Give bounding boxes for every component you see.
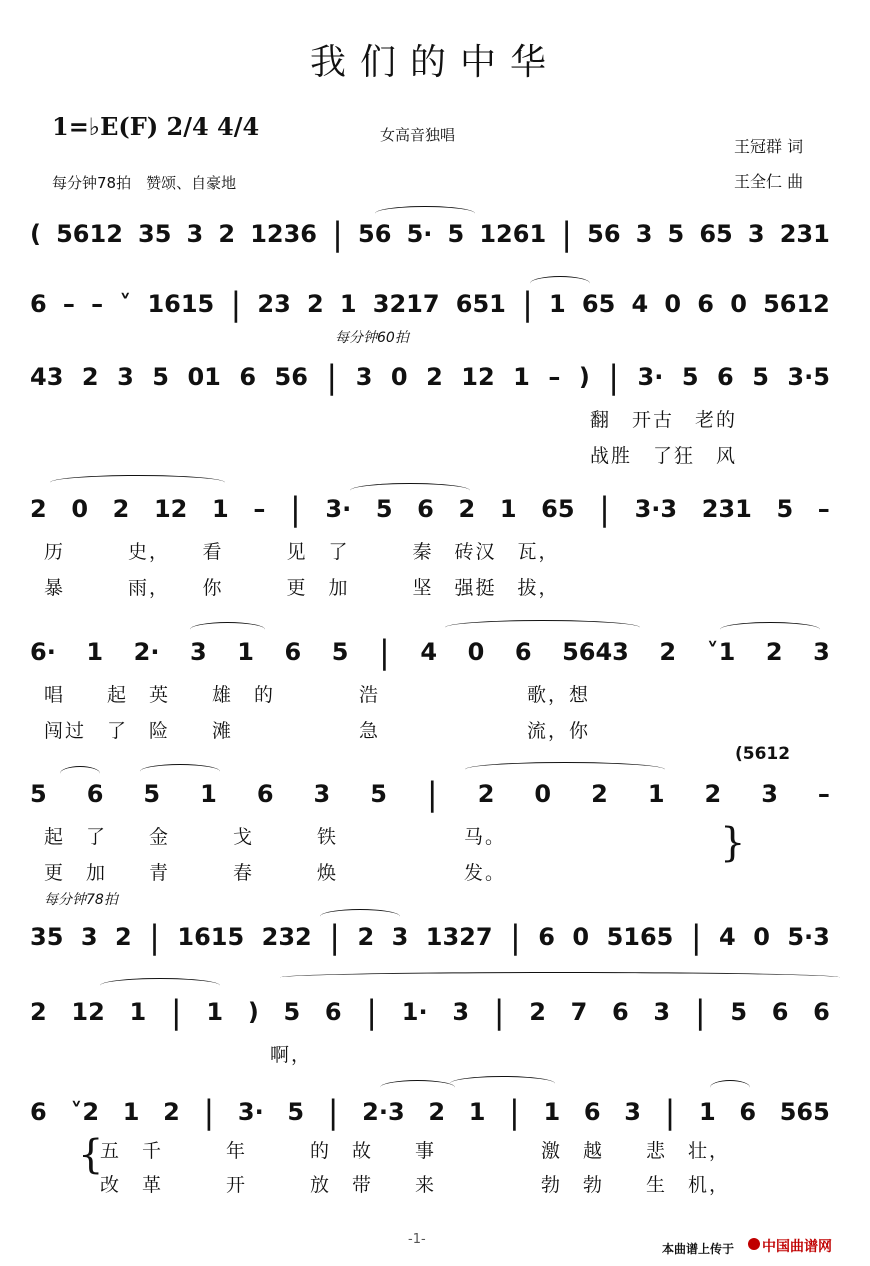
note-group: 56 [358,220,392,248]
note-group: 0 [730,290,747,318]
bar-line: | [561,215,573,253]
note-group: 35 [138,220,172,248]
note-group: 3 [391,923,409,951]
note-group: 0 [534,780,552,808]
note-group: 6 [717,363,734,391]
key-signature: 1=♭E(F) 2/4 4/4 [52,112,260,141]
note-group: 2 [477,780,495,808]
bar-line: | [690,918,702,956]
tempo-change: 每分钟78拍 [44,892,118,908]
bar-line: | [379,633,390,671]
note-group: 1 [339,290,357,318]
bar-line: | [289,490,301,528]
note-group: 3 [761,780,778,808]
note-group: 231 [701,495,752,523]
slur [100,978,220,993]
note-group: 1 [206,998,224,1026]
note-group: 2 [112,495,130,523]
lyricist-credit: 王冠群 词 [734,137,804,156]
note-group: 1327 [425,923,493,951]
note-group: 1 [513,363,530,391]
notation-line-5 [30,632,830,672]
slur [375,206,475,221]
note-group: 6 [284,638,302,666]
note-group: 3 [452,998,470,1026]
note-group: – [91,290,104,318]
note-group: 56 [587,220,621,248]
bar-line: | [170,993,182,1031]
notation-line-8 [30,992,830,1032]
note-group: ( [30,220,41,248]
lyric-verse-2: 更 加 青 春 焕 发。 [44,862,507,884]
note-group: 2 [357,923,375,951]
note-group: 5 [681,363,699,391]
note-group: 2 [81,363,99,391]
lyric-verse-1: 唱 起 英 雄 的 浩 歌，想 [44,684,591,706]
note-group: 5 [152,363,169,391]
note-group: 3 [186,220,204,248]
note-group: 2 [307,290,324,318]
notation-line-4 [30,489,830,529]
bar-line: | [599,490,610,528]
note-group: 12 [71,998,105,1026]
bar-line: | [608,358,620,396]
note-group: 1 [543,1098,561,1126]
note-group: 6 [697,290,714,318]
note-group: 3·3 [634,495,678,523]
page-number: -1- [408,1232,426,1247]
note-group: 5 [752,363,769,391]
note-group: 5 [370,780,387,808]
note-group: 6 [30,290,47,318]
note-group: – [817,780,830,808]
note-group: 12 [461,363,495,391]
note-group: 5·3 [787,923,830,951]
note-group: 5· [406,220,433,248]
bar-line: | [332,215,343,253]
note-group: – [817,495,830,523]
note-group: 3 [747,220,765,248]
lyric-verse-2: 改 革 开 放 带 来 勃 勃 生 机， [100,1174,731,1196]
note-group: 1 [647,780,665,808]
note-group: 3 [813,638,830,666]
note-group: 2 [659,638,677,666]
note-group: 231 [779,220,830,248]
bar-line: | [366,993,378,1031]
note-group: 2·3 [362,1098,405,1126]
note-group: 1 [129,998,147,1026]
slur [450,1076,555,1091]
note-aside: (5612 [735,744,791,764]
note-group: 6 [739,1098,757,1126]
note-group: 4 [631,290,649,318]
note-group: 2· [133,638,160,666]
note-group: 6 [612,998,629,1026]
note-group: ˅1 [706,638,736,666]
note-group: 6 [256,780,274,808]
note-group: 6 [583,1098,601,1126]
note-group: 1 [468,1098,486,1126]
note-group: 2 [30,495,47,523]
note-group: 1 [86,638,104,666]
note-group: 5 [283,998,301,1026]
note-group: 2 [426,363,443,391]
note-group: ) [247,998,259,1026]
note-group: 65 [699,220,733,248]
note-group: 43 [30,363,64,391]
note-group: 3 [635,220,653,248]
note-group: 2 [218,220,236,248]
note-group: 6 [86,780,104,808]
bar-line: | [522,285,533,323]
note-group: – [253,495,266,523]
note-group: 6 [239,363,257,391]
lyric-verse-2: 闯过 了 险 滩 急 流，你 [44,720,591,742]
note-group: 6 [538,923,555,951]
note-group: 1· [401,998,428,1026]
note-group: 4 [719,923,736,951]
note-group: 0 [572,923,590,951]
note-group: 5 [30,780,47,808]
note-group: 0 [71,495,89,523]
note-group: 5612 [56,220,123,248]
note-group: 3 [117,363,134,391]
note-group: 1615 [147,290,215,318]
bar-line: | [426,775,438,813]
note-group: 01 [187,363,221,391]
note-group: 6 [30,1098,47,1126]
lyric-exclamation: 啊， [270,1044,313,1066]
bar-line: | [329,918,340,956]
note-group: 1615 [177,923,245,951]
note-group: 0 [664,290,682,318]
slur [530,276,590,291]
lyric-verse-2: 战胜 了狂 风 [590,445,738,467]
note-group: 1 [499,495,517,523]
note-group: 5 [375,495,393,523]
bar-line: | [664,1093,676,1131]
note-group: 2 [428,1098,446,1126]
tempo-intro: 每分钟78拍 赞颂、自豪地 [52,174,237,192]
note-group: 2 [529,998,546,1026]
note-group: 6 [514,638,532,666]
bar-line: | [149,918,160,956]
composer-credit: 王全仁 曲 [734,172,804,191]
lyric-verse-1: 历 史， 看 见 了 秦 砖汉 瓦， [44,541,560,563]
note-group: 2 [591,780,608,808]
note-group: 0 [390,363,408,391]
bar-line: | [510,918,521,956]
note-group: 7 [570,998,588,1026]
note-group: 2 [704,780,722,808]
note-group: 1 [699,1098,716,1126]
note-group: 5165 [606,923,674,951]
note-group: 3·5 [787,363,830,391]
note-group: 23 [257,290,291,318]
note-group: ˅ [119,290,132,318]
note-group: 5 [730,998,748,1026]
note-group: 1 [212,495,229,523]
note-group: 5 [331,638,349,666]
bar-line: | [203,1093,215,1131]
note-group: 65 [541,495,575,523]
note-group: 1 [237,638,254,666]
note-group: 2 [458,495,476,523]
note-group: 1 [200,780,217,808]
verse-brace: } [720,820,746,866]
note-group: 0 [753,923,770,951]
note-group: 4 [420,638,438,666]
note-group: 3· [637,363,664,391]
bar-line: | [493,993,505,1031]
note-group: 2 [163,1098,180,1126]
note-group: 3 [653,998,671,1026]
note-group: 5 [447,220,465,248]
note-group: 1 [549,290,566,318]
note-group: 6 [417,495,434,523]
bar-line: | [327,1093,339,1131]
note-group: 3217 [372,290,440,318]
lyric-verse-1: 翻 开古 老的 [590,409,738,431]
note-group: 5612 [763,290,830,318]
note-group: 651 [455,290,506,318]
note-group: 56 [274,363,308,391]
notation-line-7 [30,917,830,957]
note-group: 1236 [250,220,317,248]
note-group: 6 [771,998,789,1026]
notation-line-3 [30,357,830,397]
note-group: 5 [143,780,161,808]
note-group: 6 [324,998,342,1026]
note-group: ˅2 [70,1098,100,1126]
note-group: 3 [190,638,207,666]
note-group: 35 [30,923,64,951]
note-group: 1 [122,1098,140,1126]
note-group: 0 [467,638,485,666]
note-group: 5 [776,495,794,523]
note-group: 565 [779,1098,830,1126]
note-group: – [62,290,75,318]
bar-line: | [230,285,242,323]
bar-line: | [326,358,338,396]
note-group: 5 [667,220,685,248]
bar-line: | [694,993,706,1031]
notation-line-9 [30,1092,830,1132]
note-group: ) [578,363,590,391]
lyric-verse-2: 暴 雨， 你 更 加 坚 强挺 拔， [44,577,560,599]
note-group: 3 [313,780,331,808]
note-group: 3· [325,495,352,523]
note-group: 232 [261,923,312,951]
lyric-verse-1: 起 了 金 戈 铁 马。 [44,826,507,848]
notation-line-2 [30,284,830,324]
note-group: 6 [813,998,830,1026]
tempo-change: 每分钟60拍 [335,330,409,346]
note-group: 2 [765,638,783,666]
slur [50,475,225,490]
performance-note: 女高音独唱 [380,126,456,144]
note-group: 65 [581,290,616,318]
note-group: 12 [153,495,188,523]
site-logo-icon [748,1238,760,1250]
verse-brace: { [78,1132,104,1178]
page-title: 我们的中华 [309,42,560,83]
note-group: 3 [624,1098,641,1126]
note-group: 2 [115,923,132,951]
note-group: 2 [30,998,47,1026]
note-group: 5643 [562,638,629,666]
note-group: 3 [355,363,373,391]
bar-line: | [509,1093,520,1131]
note-group: 1261 [479,220,547,248]
note-group: 6· [30,638,56,666]
phrase-slur [280,972,840,983]
lyric-verse-1: 五 千 年 的 故 事 激 越 悲 壮， [100,1140,731,1162]
note-group: 5 [287,1098,305,1126]
notation-line-6 [30,774,830,814]
note-group: 3· [237,1098,264,1126]
source-label: 本曲谱上传于 [662,1242,735,1256]
note-group: – [548,363,561,391]
site-name[interactable]: 中国曲谱网 [762,1239,832,1255]
note-group: 3 [80,923,98,951]
